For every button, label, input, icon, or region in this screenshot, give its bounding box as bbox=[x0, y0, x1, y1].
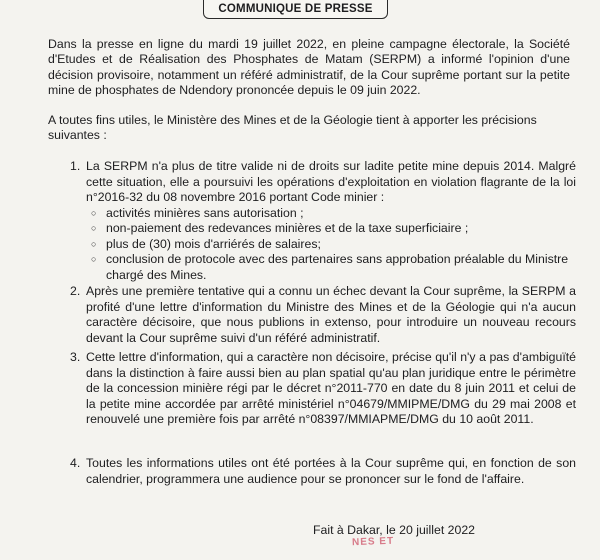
list-item-1 bbox=[70, 159, 576, 283]
sub-list-item bbox=[86, 206, 576, 222]
intro-paragraph: Dans la presse en ligne du mardi 19 juillet 2022, en pleine campagne électorale, la Société d'Etudes et de Réalisation des Phosphates de Matam (SERPM) a informé l'opinion d'une décision provisoire, notamment un référé administratif, de la Cour suprême portant sur la petite mine de phosphates de Ndendory prononcée depuis le 09 juin 2022. bbox=[48, 37, 570, 98]
item-text: La SERPM n'a plus de titre valide ni de droits sur ladite petite mine depuis 2014. Malgré cette situation, elle a poursuivi les opérations d'exploitation en violation flagrante de la loi n°2016-32 du 08 novembre 2016 portant Code minier : bbox=[86, 159, 576, 204]
title-box bbox=[203, 0, 388, 19]
page-title: COMMUNIQUE DE PRESSE bbox=[218, 3, 373, 15]
list-item-2 bbox=[70, 284, 576, 346]
circle-bullet-icon: ○ bbox=[91, 223, 97, 233]
item-text: Après une première tentative qui a connu un échec devant la Cour suprême, la SERPM a profité d'une lettre d'information du Ministre des Mines et de la Géologie qui n'a aucun caractère décisoire, que nous publions in extenso, pour introduire un nouveau recours devant la Cour suprême suivi d'un référé administratif. bbox=[86, 284, 576, 345]
item-number: 3. bbox=[70, 350, 81, 364]
stamp-text: NES ET bbox=[352, 536, 395, 549]
sub-list-item bbox=[86, 252, 576, 283]
sub-item-text: non-paiement des redevances minières et de la taxe superficiaire ; bbox=[106, 221, 469, 235]
lead-paragraph: A toutes fins utiles, le Ministère des Mines et de la Géologie tient à apporter les précisions suivantes : bbox=[48, 113, 537, 143]
sub-list-item bbox=[86, 221, 576, 237]
sub-item-text: conclusion de protocole avec des partenaires sans approbation préalable du Ministre chargé des Mines. bbox=[106, 252, 569, 282]
circle-bullet-icon: ○ bbox=[91, 254, 97, 264]
sub-item-text: activités minières sans autorisation ; bbox=[106, 205, 304, 220]
item-number: 2. bbox=[70, 284, 81, 298]
signature-line: Fait à Dakar, le 20 juillet 2022 bbox=[313, 523, 476, 537]
item-number: 1. bbox=[70, 159, 81, 173]
official-stamp bbox=[352, 536, 422, 560]
item-number: 4. bbox=[70, 456, 81, 470]
list-item-4 bbox=[70, 456, 576, 487]
sub-list bbox=[86, 206, 576, 284]
item-text: Toutes les informations utiles ont été portées à la Cour suprême qui, en fonction de son calendrier, programmera une audience pour se prononcer sur le fond de l'affaire. bbox=[86, 456, 576, 486]
circle-bullet-icon: ○ bbox=[91, 238, 97, 249]
list-item-3 bbox=[70, 350, 576, 428]
circle-bullet-icon: ○ bbox=[91, 207, 97, 218]
item-text: Cette lettre d'information, qui a caractère non décisoire, précise qu'il n'y a pas d'ambiguïté dans la distinction à faire aussi bien au plan spatial qu'au plan juridique entre le périmètre de la concession minière régi par le décret n°2011-770 en date du 8 juin 2011 et celui de la petite mine accordée par arrêté ministériel n°04679/MMIPME/DMG du 29 mai 2008 et renouvelé une première fois par arrêté n°08397/MMIAPME/DMG du 10 août 2011. bbox=[86, 350, 576, 426]
sub-list-item bbox=[86, 237, 576, 253]
sub-item-text: plus de (30) mois d'arriérés de salaires; bbox=[106, 236, 321, 251]
